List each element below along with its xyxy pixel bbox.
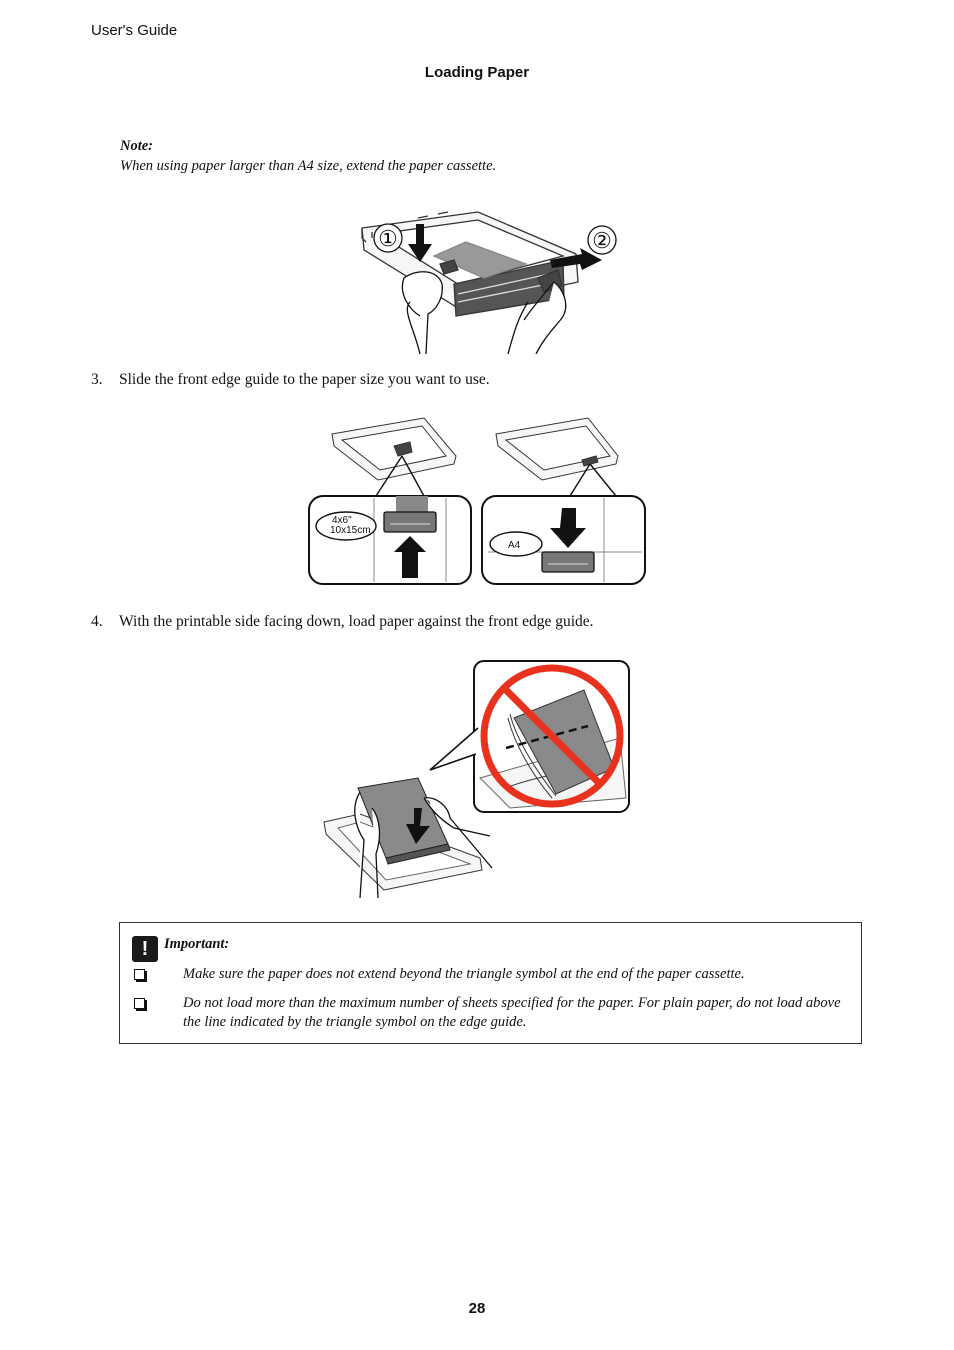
step-number: 4. [91,613,103,630]
page-number: 28 [468,1300,486,1317]
callout-2: ② [592,228,612,253]
important-item [134,965,854,984]
figure-load-paper [320,658,632,898]
step-3 [91,371,490,389]
label-a4: A4 [508,540,521,551]
step-text: Slide the front edge guide to the paper size you want to use. [119,371,490,388]
step-number: 3. [91,371,103,388]
step-text: With the printable side facing down, load paper against the front edge guide. [119,613,594,630]
important-box [119,922,862,1044]
figure-edge-guide [306,412,650,590]
important-item-text: Do not load more than the maximum number of sheets specified for the paper. For plain paper, do not load above the line indicated by the triangle symbol on the edge guide. [183,995,841,1030]
step-4 [91,613,594,631]
exclamation-icon: ! [132,936,158,962]
note-text: When using paper larger than A4 size, extend the paper cassette. [120,158,497,174]
label-10x15cm: 10x15cm [330,525,371,536]
note-title: Note: [120,138,154,154]
section-title: Loading Paper [424,64,530,81]
checkbox-bullet-icon [134,969,145,980]
important-item-text: Make sure the paper does not extend beyond the triangle symbol at the end of the paper cassette. [183,966,745,982]
figure-extend-cassette [358,198,628,354]
note-block [120,136,496,176]
checkbox-bullet-icon [134,998,145,1009]
label-4x6: 4x6" [332,515,352,526]
important-title: Important: [164,936,230,952]
callout-1: ① [378,226,398,251]
important-item [134,994,854,1032]
header-guide-title: User's Guide [91,22,178,39]
